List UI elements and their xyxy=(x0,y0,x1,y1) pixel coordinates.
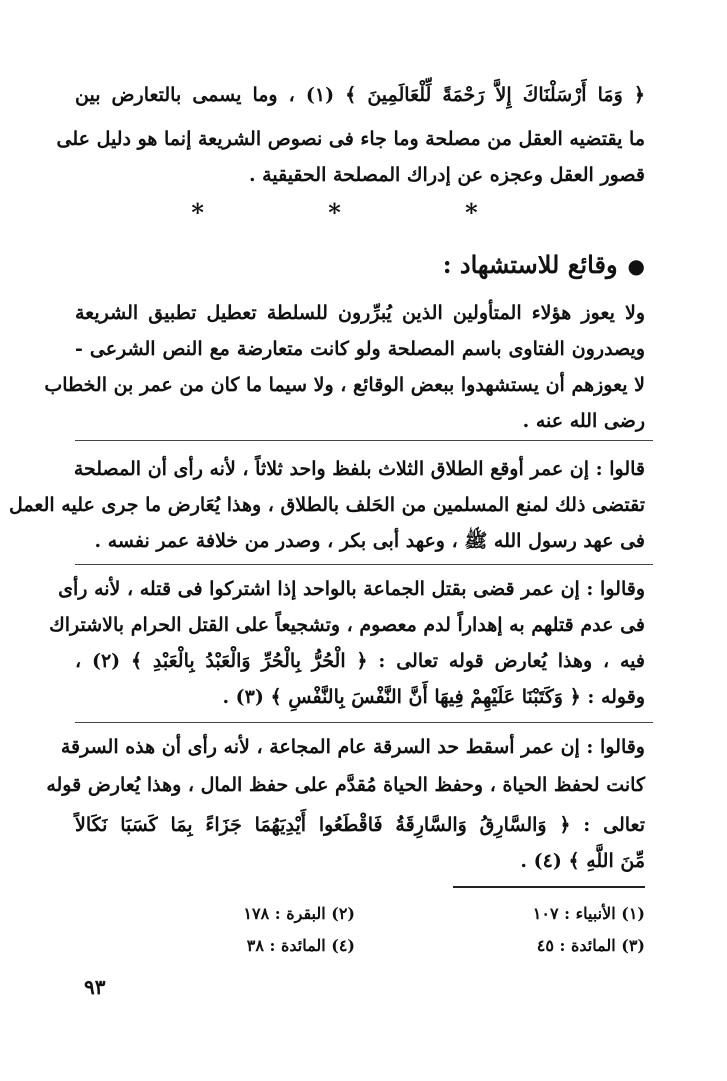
p1-line-4: رضى الله عنه . xyxy=(522,410,645,432)
p4-line-1: وقالوا : إن عمر أسقط حد السرقة عام المجاعة ، لأنه رأى أن هذه السرقة xyxy=(60,736,645,758)
p4-line-3: تعالى : ﴿ وَالسَّارِقُ وَالسَّارِقَةُ فَاقْطَعُوا أَيْدِيَهُمَا جَزَاءً بِمَا كَسَبَا نَكَالاً xyxy=(75,814,645,836)
p2-line-1: قالوا : إن عمر أوقع الطلاق الثلاث بلفظ واحد ثلاثاً ، لأنه رأى أن المصلحة xyxy=(73,458,645,480)
bullet-icon: ● xyxy=(627,254,645,278)
intro-line-1: ﴿ وَمَا أَرْسَلْنَاكَ إِلاَّ رَحْمَةً لِّلْعَالَمِينَ ﴾ (١) ، وما يسمى بالتعارض بين xyxy=(75,84,645,106)
section-divider-stars: * * * xyxy=(191,198,536,227)
intro-line-2: ما يقتضيه العقل من مصلحة وما جاء فى نصوص الشريعة إنما هو دليل على xyxy=(56,128,645,150)
p3-line-2: فى عدم قتلهم به إهداراً لدم معصوم ، وتشجيعاً على القتل الحرام بالاشتراك xyxy=(49,614,645,636)
p2-line-2: تقتضى ذلك لمنع المسلمين من الحَلف بالطلاق ، وهذا يُعَارض ما جرى عليه العمل xyxy=(9,494,645,516)
footnote-rule xyxy=(453,886,645,888)
p4-line-4: مِّنَ اللَّهِ ﴾ (٤) . xyxy=(520,850,645,872)
footnote-4: (٤) المائدة : ٣٨ xyxy=(246,936,355,955)
p3-line-3: فيه ، وهذا يُعارض قوله تعالى : ﴿ الْحُرُّ بِالْحُرِّ وَالْعَبْدُ بِالْعَبْدِ ﴾ (٢) ، xyxy=(75,650,645,672)
p3-line-1: وقالوا : إن عمر قضى بقتل الجماعة بالواحد إذا اشتركوا فى قتله ، لأنه رأى xyxy=(58,578,645,600)
paragraph-separator xyxy=(75,722,653,723)
p1-line-3: لا يعوزهم أن يستشهدوا ببعض الوقائع ، ولا سيما ما كان من عمر بن الخطاب xyxy=(44,374,645,396)
footnote-2: (٢) البقرة : ١٧٨ xyxy=(243,904,355,923)
p2-line-3: فى عهد رسول الله ﷺ ، وعهد أبى بكر ، وصدر من خلافة عمر نفسه . xyxy=(94,530,645,552)
page-number: ٩٣ xyxy=(84,975,106,999)
p3-line-4: وقوله : ﴿ وَكَتَبْنَا عَلَيْهِمْ فِيهَا أَنَّ النَّفْسَ بِالنَّفْسِ ﴾ (٣) . xyxy=(222,686,645,708)
p4-line-2: كانت لحفظ الحياة ، وحفظ الحياة مُقدَّم على حفظ المال ، وهذا يُعارض قوله xyxy=(46,774,645,796)
section-heading xyxy=(75,250,645,279)
intro-line-3: قصور العقل وعجزه عن إدراك المصلحة الحقيقية . xyxy=(248,164,645,186)
footnote-3: (٣) المائدة : ٤٥ xyxy=(536,936,645,955)
heading-text: وقائع للاستشهاد : xyxy=(442,250,618,279)
paragraph-separator xyxy=(75,564,653,565)
p1-line-1: ولا يعوز هؤلاء المتأولين الذين يُبرِّرون للسلطة تعطيل تطبيق الشريعة xyxy=(75,302,645,324)
p1-line-2: ويصدرون الفتاوى باسم المصلحة ولو كانت متعارضة مع النص الشرعى - xyxy=(75,338,645,360)
footnote-1: (١) الأنبياء : ١٠٧ xyxy=(532,904,645,923)
paragraph-separator xyxy=(75,440,653,441)
